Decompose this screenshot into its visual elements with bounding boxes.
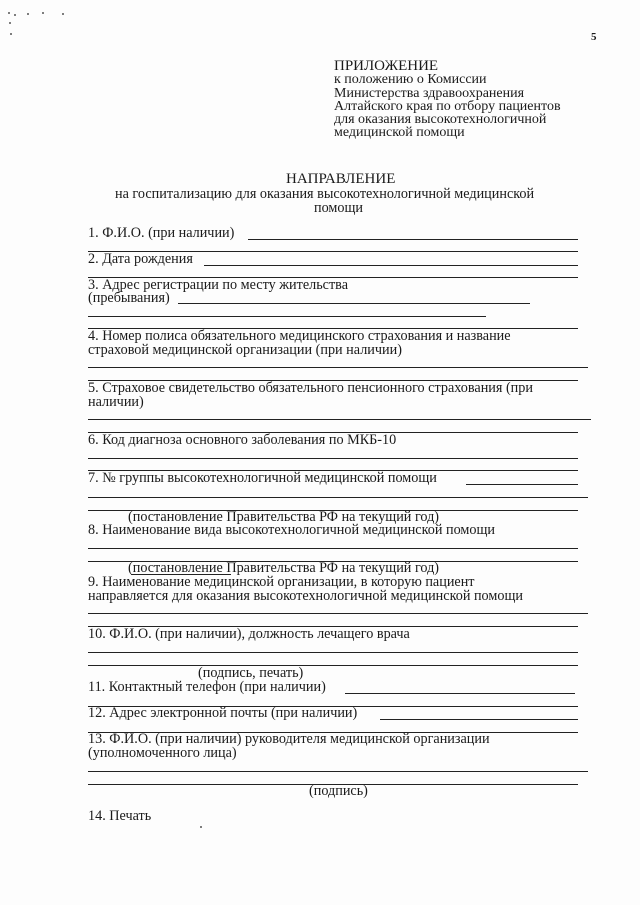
- field-13-note: (подпись): [309, 783, 368, 799]
- field-10-input-line-2[interactable]: [88, 665, 578, 666]
- field-3-label: 3. Адрес регистрации по месту жительства: [88, 277, 348, 293]
- field-13-label: 13. Ф.И.О. (при наличии) руководителя медицинской организации: [88, 731, 490, 747]
- field-6-input-line[interactable]: [88, 458, 578, 459]
- page-number: 5: [591, 31, 597, 43]
- field-7-input-line[interactable]: [466, 484, 578, 485]
- field-2-label: 2. Дата рождения: [88, 251, 193, 267]
- field-13-input-line[interactable]: [88, 771, 588, 772]
- field-11-input-line[interactable]: [345, 693, 575, 694]
- field-4-label-cont: страховой медицинской организации (при наличии): [88, 342, 402, 358]
- document-subtitle-cont: помощи: [314, 200, 364, 216]
- field-2-input-line[interactable]: [204, 265, 578, 266]
- field-5-label-cont: наличии): [88, 394, 144, 410]
- appendix-line: медицинской помощи: [334, 125, 465, 140]
- field-4-input-line[interactable]: [88, 367, 588, 368]
- field-10-input-line[interactable]: [88, 652, 578, 653]
- field-6-label: 6. Код диагноза основного заболевания по МКБ-10: [88, 432, 397, 448]
- field-14-label: 14. Печать: [88, 808, 152, 824]
- field-8-label: 8. Наименование вида высокотехнологичной медицинской помощи: [88, 522, 496, 538]
- field-3-label-cont: (пребывания): [88, 290, 170, 306]
- appendix-line: Алтайского края по отбору пациентов: [334, 99, 561, 114]
- field-7-note: (постановление Правительства РФ на текущий год): [128, 509, 440, 525]
- field-7-label: 7. № группы высокотехнологичной медицинской помощи: [88, 470, 437, 486]
- field-1-label: 1. Ф.И.О. (при наличии): [88, 225, 235, 241]
- field-10-note: (подпись, печать): [198, 665, 304, 681]
- field-8-input-line[interactable]: [88, 548, 578, 549]
- field-9-label: 9. Наименование медицинской организации, в которую пациент: [88, 574, 475, 590]
- field-3-input-line[interactable]: [178, 303, 530, 304]
- appendix-line: Министерства здравоохранения: [334, 86, 525, 101]
- field-1-input-line[interactable]: [248, 239, 578, 240]
- document-subtitle: на госпитализацию для оказания высокотехнологичной медицинской: [115, 186, 535, 202]
- field-13-label-cont: (уполномоченного лица): [88, 745, 237, 761]
- appendix-title: ПРИЛОЖЕНИЕ: [334, 58, 439, 74]
- field-7-input-line-2[interactable]: [88, 497, 588, 498]
- field-9-label-cont: направляется для оказания высокотехнологичной медицинской помощи: [88, 588, 523, 604]
- field-11-label: 11. Контактный телефон (при наличии): [88, 679, 326, 695]
- appendix-line: для оказания высокотехнологичной: [334, 112, 547, 127]
- field-5-input-line[interactable]: [88, 419, 591, 420]
- field-8-note: (постановление Правительства РФ на текущий год): [128, 560, 440, 576]
- field-9-input-line[interactable]: [88, 613, 588, 614]
- field-5-label: 5. Страховое свидетельство обязательного пенсионного страхования (при: [88, 380, 533, 396]
- document-title: НАПРАВЛЕНИЕ: [286, 171, 396, 187]
- appendix-line: к положению о Комиссии: [334, 72, 487, 87]
- field-4-label: 4. Номер полиса обязательного медицинского страхования и название: [88, 328, 511, 344]
- field-3-input-line-2[interactable]: [88, 316, 486, 317]
- field-12-label: 12. Адрес электронной почты (при наличии): [88, 705, 358, 721]
- field-10-label: 10. Ф.И.О. (при наличии), должность лечащего врача: [88, 626, 410, 642]
- field-12-input-line[interactable]: [380, 719, 578, 720]
